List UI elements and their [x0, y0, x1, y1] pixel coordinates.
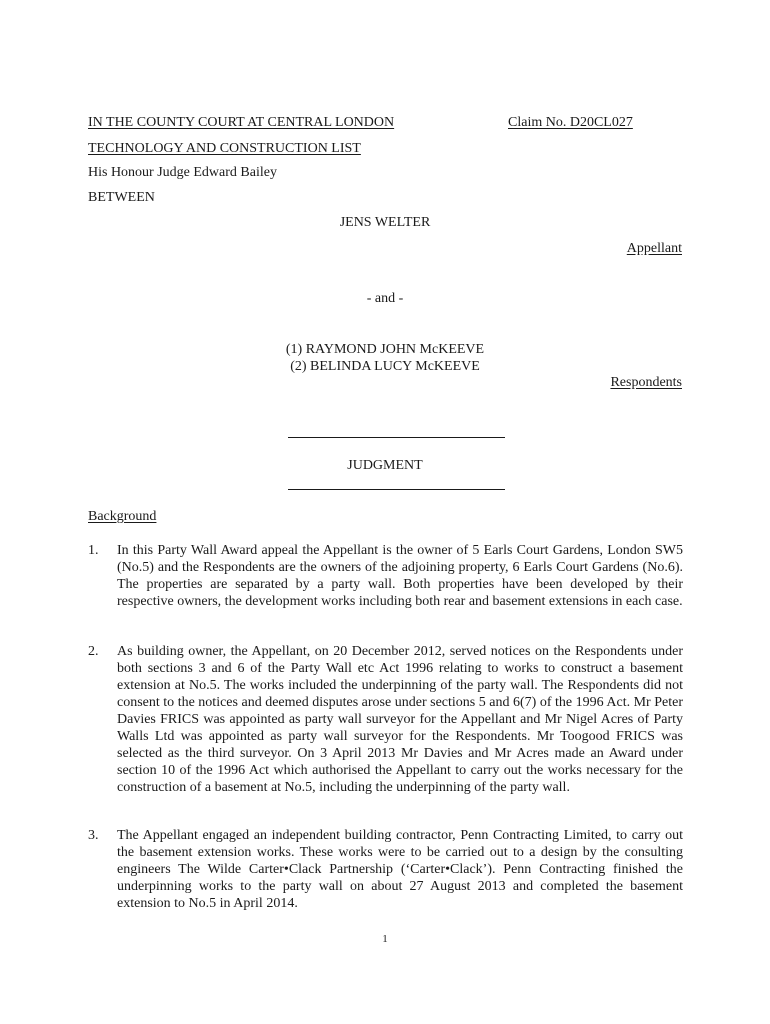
title-rule-top: [288, 437, 505, 438]
appellant-name: JENS WELTER: [339, 215, 431, 230]
respondents-role: Respondents: [610, 375, 682, 390]
paragraph: [88, 643, 683, 796]
respondent-2: (2) BELINDA LUCY McKEEVE: [290, 359, 480, 374]
paragraph-number: 2.: [88, 644, 99, 659]
and-separator: - and -: [366, 291, 404, 306]
paragraph-text: In this Party Wall Award appeal the Appellant is the owner of 5 Earls Court Gardens, London SW5 (No.5) and the Respondents are the owners of the adjoining property, 6 Earls Court Gardens (No.6). The properties are separated by a party wall. Both properties have been developed by their respective owners, the development works including both rear and basement extensions in each case.: [117, 543, 683, 609]
page-number: 1: [382, 933, 388, 945]
appellant-role: Appellant: [626, 241, 682, 256]
judge-name: His Honour Judge Edward Bailey: [88, 165, 277, 180]
paragraph-number: 3.: [88, 828, 99, 843]
respondents-names: [0, 341, 770, 375]
paragraph-text: The Appellant engaged an independent building contractor, Penn Contracting Limited, to carry out the basement extension works. These works were to be carried out to a design by the consulting engineers The Wilde Carter•Clack Partnership (‘Carter•Clack’). Penn Contracting finished the underpinning works to the party wall on about 27 August 2013 and completed the basement extension to No.5 in April 2014.: [117, 828, 683, 911]
court-name: IN THE COUNTY COURT AT CENTRAL LONDON: [88, 115, 395, 130]
paragraph: [88, 827, 683, 912]
paragraph-number: 1.: [88, 543, 99, 558]
section-heading: Background: [88, 509, 157, 524]
respondent-1: (1) RAYMOND JOHN McKEEVE: [285, 342, 485, 357]
paragraph: [88, 542, 683, 610]
claim-number: Claim No. D20CL027: [508, 115, 633, 130]
title-rule-bottom: [288, 489, 505, 490]
court-list: TECHNOLOGY AND CONSTRUCTION LIST: [88, 141, 361, 156]
paragraph-text: As building owner, the Appellant, on 20 December 2012, served notices on the Respondents under both sections 3 and 6 of the Party Wall etc Act 1996 relating to works to construct a basement extension at No.5. The works included the underpinning of the party wall. The Respondents did not consent to the notices and deemed disputes arose under sections 5 and 6(7) of the 1996 Act. Mr Peter Davies FRICS was appointed as party wall surveyor for the Appellant and Mr Nigel Acres of Party Walls Ltd was appointed as party wall surveyor for the Respondents. Mr Toogood FRICS was selected as the third surveyor. On 3 April 2013 Mr Davies and Mr Acres made an Award under section 10 of the 1996 Act which authorised the Appellant to carry out the works necessary for the construction of a basement at No.5, including the underpinning of the party wall.: [117, 644, 683, 795]
between-label: BETWEEN: [88, 190, 155, 205]
judgment-title: JUDGMENT: [347, 458, 423, 473]
